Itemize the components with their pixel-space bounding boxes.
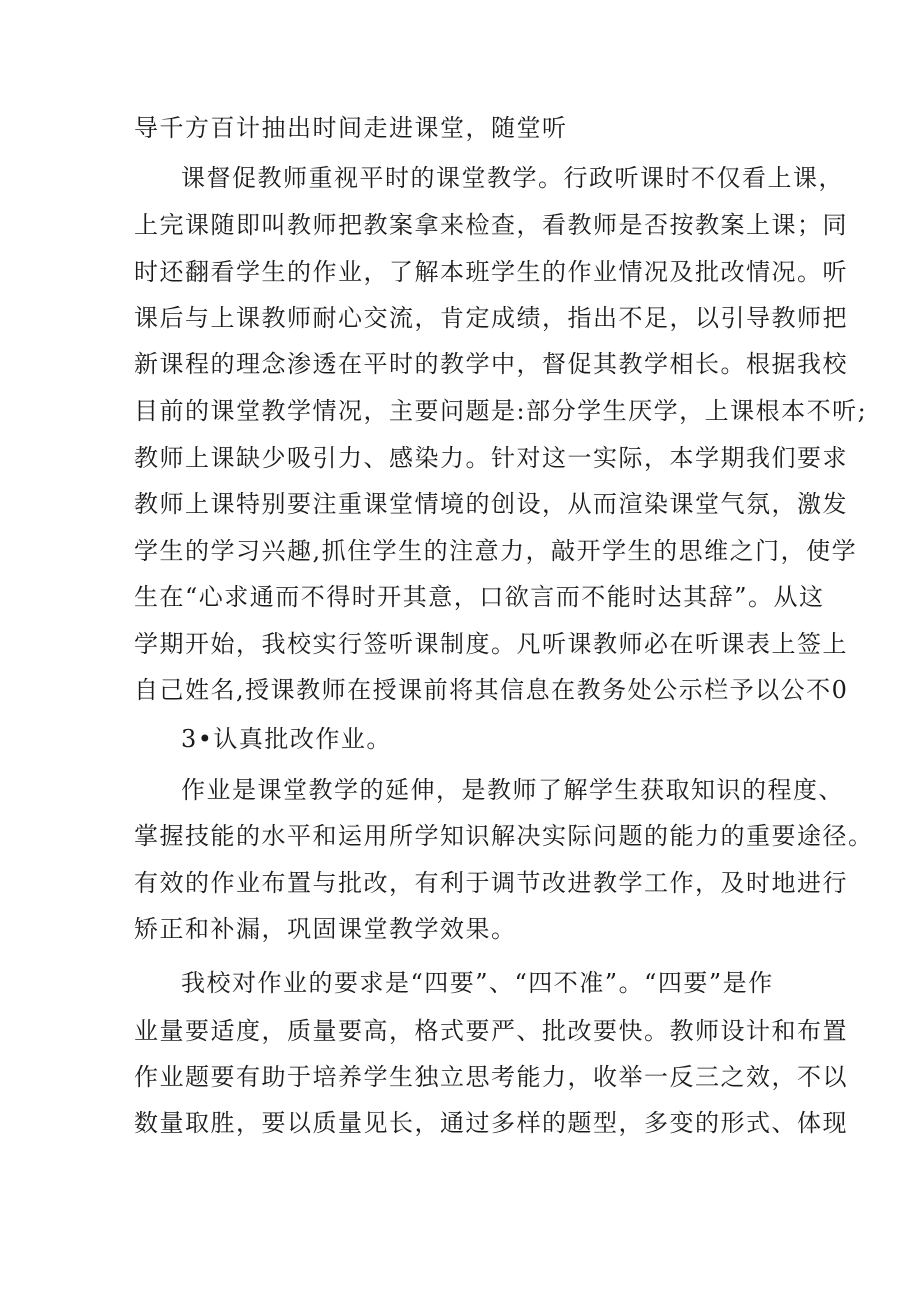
text-line: 上完课随即叫教师把教案拿来检查，看教师是否按教案上课；同 bbox=[134, 211, 848, 239]
paragraph-start-line: 作业是课堂教学的延伸，是教师了解学生获取知识的程度、 bbox=[181, 776, 844, 804]
text-line: 学生的学习兴趣,抓住学生的注意力，敲开学生的思维之门，使学 bbox=[134, 537, 858, 565]
text-line: 掌握技能的水平和运用所学知识解决实际问题的能力的重要途径。 bbox=[134, 822, 874, 850]
text-line: 课后与上课教师耐心交流，肯定成绩，指出不足，以引导教师把 bbox=[134, 304, 848, 332]
text-line: 导千方百计抽出时间走进课堂，随堂听 bbox=[134, 114, 568, 142]
text-line: 作业题要有助于培养学生独立思考能力，收举一反三之效，不以 bbox=[134, 1063, 848, 1091]
text-line: 业量要适度，质量要高，格式要严、批改要快。教师设计和布置 bbox=[134, 1017, 848, 1045]
text-line: 目前的课堂教学情况，主要问题是:部分学生厌学，上课根本不听; bbox=[134, 397, 868, 425]
text-line: 教师上课特别要注重课堂情境的创设，从而渲染课堂气氛，激发 bbox=[134, 490, 848, 518]
text-line: 自己姓名,授课教师在授课前将其信息在教务处公示栏予以公不0 bbox=[134, 676, 849, 704]
paragraph-start-line: 课督促教师重视平时的课堂教学。行政听课时不仅看上课， bbox=[181, 164, 844, 192]
text-line: 时还翻看学生的作业，了解本班学生的作业情况及批改情况。听 bbox=[134, 258, 848, 286]
text-line: 新课程的理念渗透在平时的教学中，督促其教学相长。根据我校 bbox=[134, 350, 848, 378]
paragraph-start-line: 我校对作业的要求是“四要”、“四不准”。“四要”是作 bbox=[181, 969, 774, 997]
text-line: 有效的作业布置与批改，有利于调节改进教学工作，及时地进行 bbox=[134, 869, 848, 897]
text-line: 数量取胜，要以质量见长，通过多样的题型，多变的形式、体现 bbox=[134, 1109, 848, 1137]
text-line: 矫正和补漏，巩固课堂教学效果。 bbox=[134, 915, 517, 943]
text-line: 教师上课缺少吸引力、感染力。针对这一实际，本学期我们要求 bbox=[134, 444, 848, 472]
text-line: 生在“心求通而不得时开其意，口欲言而不能时达其辞”。从这 bbox=[134, 583, 825, 611]
section-heading: 3•认真批改作业。 bbox=[181, 725, 392, 753]
text-line: 学期开始，我校实行签听课制度。凡听课教师必在听课表上签上 bbox=[134, 630, 848, 658]
